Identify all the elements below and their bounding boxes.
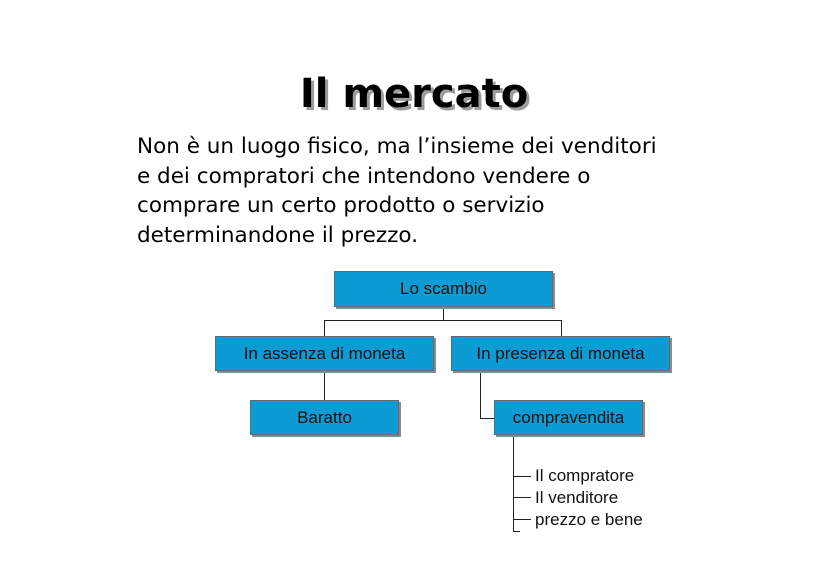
connector-item-1	[513, 476, 531, 477]
definition-line-4: determinandone il prezzo.	[137, 222, 419, 248]
node-root: Lo scambio	[334, 271, 553, 307]
node-right-child: compravendita	[494, 400, 643, 435]
connector-root-down	[443, 306, 444, 321]
definition-line-1: Non è un luogo fisico, ma l’insieme dei venditori	[137, 134, 657, 159]
slide-title: Il mercato	[299, 71, 529, 117]
connector-items-vertical	[513, 435, 514, 531]
connector-left-up	[324, 320, 325, 337]
connector-item-3	[513, 519, 531, 520]
node-right-branch: In presenza di moneta	[451, 336, 670, 371]
definition-line-3: comprare un certo prodotto o servizio	[137, 193, 545, 218]
item-venditore: Il venditore	[535, 488, 619, 507]
connector-right-up	[561, 320, 562, 337]
node-left-branch: In assenza di moneta	[215, 336, 434, 371]
node-left-child: Baratto	[250, 400, 399, 435]
connector-item-2	[513, 497, 531, 498]
connector-branch-horizontal	[324, 320, 562, 321]
definition-line-2: e dei compratori che intendono vendere o	[137, 163, 591, 189]
item-prezzo-bene: prezzo e bene	[535, 510, 643, 529]
connector-right-child-horizontal	[480, 418, 495, 419]
connector-right-child-vertical	[480, 370, 481, 419]
connector-items-end	[513, 531, 520, 532]
connector-left-child	[324, 370, 325, 401]
definition-text	[137, 132, 757, 250]
item-compratore: Il compratore	[535, 466, 635, 485]
